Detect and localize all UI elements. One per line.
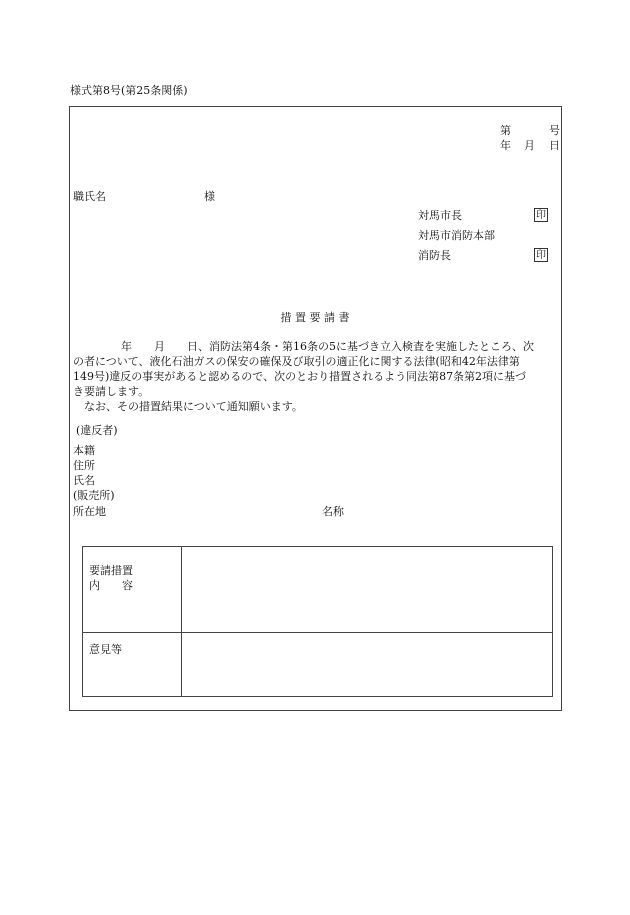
violator-location: 所在地: [73, 505, 106, 518]
issuer-fire-chief: 消防長: [418, 249, 451, 262]
addressee-label: 職氏名: [73, 190, 106, 203]
violator-address: 住所: [73, 459, 95, 472]
body-line-1: 年 月 日、消防法第4条・第16条の5に基づき立入検査を実施したところ、次: [121, 340, 534, 353]
body-line-5: なお、その措置結果について通知願います。: [84, 400, 303, 413]
violator-office-name: 名称: [322, 505, 344, 518]
violator-name: 氏名: [73, 474, 95, 487]
addressee-honorific: 様: [204, 190, 215, 203]
year-label: 年: [500, 139, 511, 152]
measures-row-opinions: [83, 633, 553, 697]
requested-measures-label-cell: [83, 547, 182, 633]
violator-domicile: 本籍: [73, 444, 95, 457]
violator-heading: (違反者): [76, 424, 118, 437]
violator-sales-office: (販売所): [73, 489, 115, 502]
seal-mark-1: 印: [536, 210, 546, 221]
opinions-label-cell: [83, 633, 182, 697]
issuer-mayor: 対馬市長: [418, 209, 462, 222]
seal-mark-2: 印: [536, 250, 546, 261]
form-number: 様式第8号(第25条関係): [70, 84, 188, 97]
document-title: 措 置 要 請 書: [280, 311, 350, 324]
measures-table: [82, 546, 553, 697]
number-label: 第: [500, 124, 511, 137]
requested-measures-label: [83, 547, 181, 593]
requested-measures-label-line-2: 内 容: [89, 579, 133, 592]
month-label: 月: [524, 139, 535, 152]
body-line-3: 149号)違反の事実があると認めるので、次のとおり措置されるよう同法第87条第2項に基づ: [73, 370, 527, 383]
opinions-value-cell[interactable]: [182, 633, 553, 697]
day-label: 日: [549, 139, 560, 152]
body-line-2: の者について、液化石油ガスの保安の確保及び取引の適正化に関する法律(昭和42年法律第: [73, 355, 520, 368]
number-suffix: 号: [549, 124, 560, 137]
measures-row-requested: [83, 547, 553, 633]
requested-measures-label-line-1: 要請措置: [89, 564, 133, 577]
requested-measures-value-cell[interactable]: [182, 547, 553, 633]
issuer-fire-department: 対馬市消防本部: [418, 229, 495, 242]
request-body: [73, 339, 563, 414]
body-line-4: き要請します。: [73, 385, 150, 398]
opinions-label: 意見等: [89, 643, 122, 656]
